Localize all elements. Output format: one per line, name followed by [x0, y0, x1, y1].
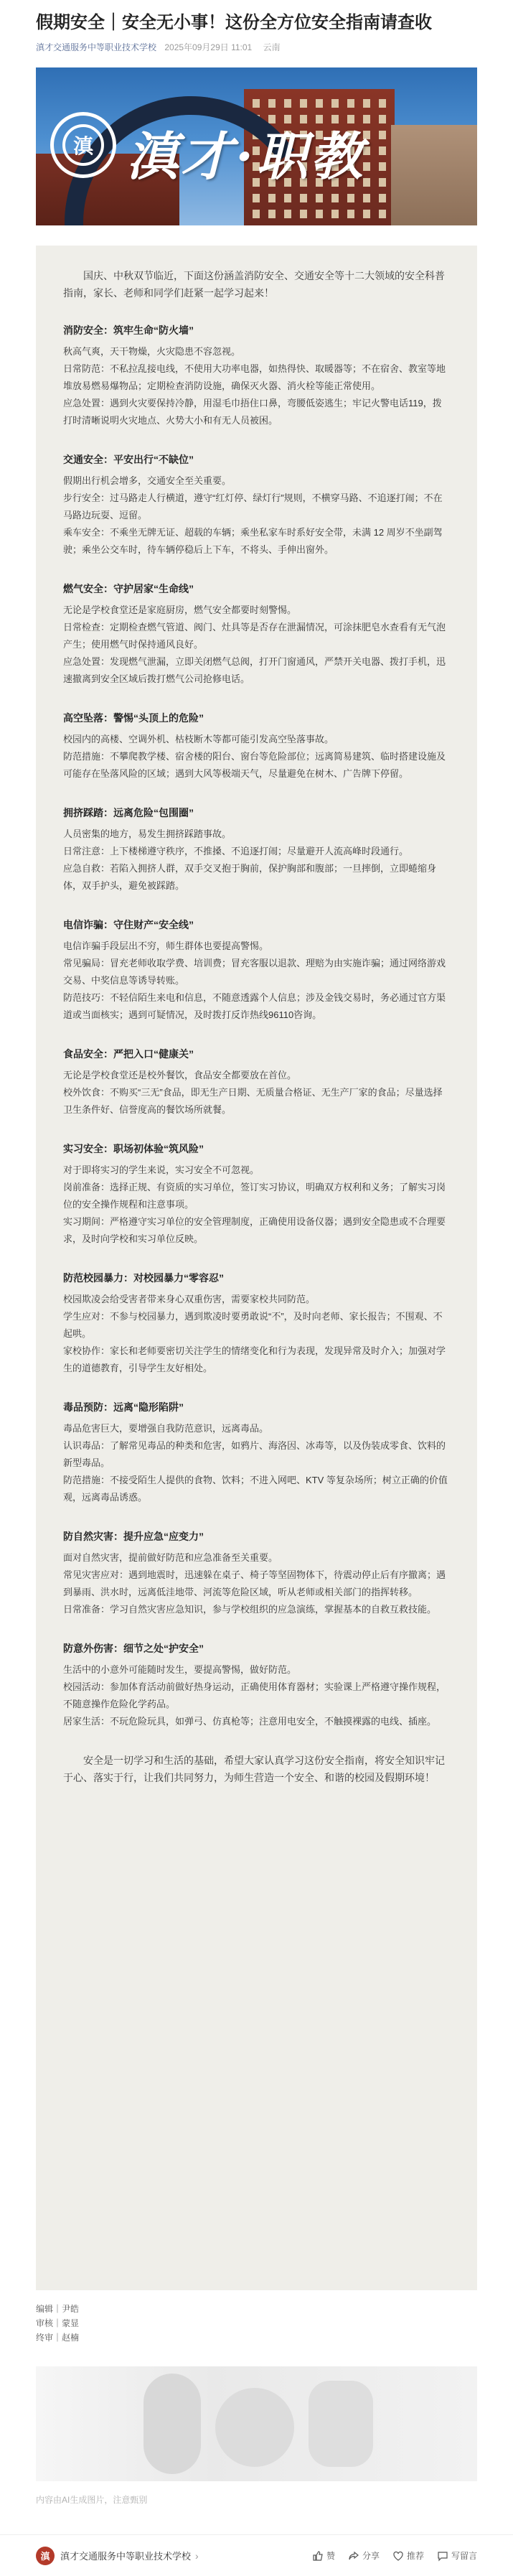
safety-section — [63, 580, 450, 688]
section-paragraph: 应急处置：遇到火灾要保持冷静，用湿毛巾捂住口鼻，弯腰低姿逃生；牢记火警电话119，拨打时清晰说明火灾地点、火势大小和有无人员被困。 — [63, 398, 442, 426]
building-window — [253, 99, 260, 108]
section-paragraph: 防范技巧：不轻信陌生来电和信息，不随意透露个人信息；涉及金钱交易时，务必通过官方渠道或当面核实；遇到可疑情况，及时拨打反诈热线96110咨询。 — [63, 992, 446, 1020]
publish-date: 2025年09月29日 11:01 — [164, 42, 253, 52]
section-paragraph: 实习期间：严格遵守实习单位的安全管理制度，正确使用设备仪器；遇到安全隐患或不合理要求，及时向学校和实习单位反映。 — [63, 1216, 446, 1244]
section-heading: 食品安全：严把入口“健康关” — [63, 1048, 194, 1060]
blur-shape — [215, 2388, 294, 2467]
section-paragraph: 步行安全：过马路走人行横道，遵守“红灯停、绿灯行”规则，不横穿马路、不追逐打闹；不在马路边玩耍、逗留。 — [63, 493, 443, 521]
building-window — [379, 115, 386, 123]
safety-section — [63, 322, 450, 429]
chevron-right-icon[interactable]: › — [195, 2549, 199, 2562]
building-window — [331, 99, 339, 108]
building-window — [331, 194, 339, 202]
section-paragraph: 日常注意：上下楼梯遵守秩序，不推搡、不追逐打闹；尽量避开人流高峰时段通行。 — [63, 846, 409, 857]
safety-section — [63, 1140, 450, 1248]
section-heading: 电信诈骗：守住财产“安全线” — [63, 919, 194, 930]
section-heading: 拥挤踩踏：远离危险“包围圈” — [63, 807, 194, 818]
banner-slogan: 滇才·职教 — [126, 126, 366, 187]
share-label: 分享 — [362, 2551, 380, 2561]
section-heading: 燃气安全：守护居家“生命线” — [63, 583, 194, 594]
section-paragraph: 防范措施：不接受陌生人提供的食物、饮料；不进入网吧、KTV 等复杂场所；树立正确的价值观，远离毒品诱惑。 — [63, 1475, 448, 1503]
building-window — [379, 131, 386, 139]
share-button[interactable] — [348, 2549, 380, 2562]
like-button[interactable] — [312, 2549, 335, 2562]
building-window — [316, 194, 323, 202]
building-window — [284, 99, 291, 108]
building-window — [347, 99, 354, 108]
section-paragraph: 对于即将实习的学生来说，实习安全不可忽视。 — [63, 1165, 260, 1175]
section-paragraph: 面对自然灾害，提前做好防范和应急准备至关重要。 — [63, 1552, 278, 1563]
credit-editor: 编辑｜尹皓 — [36, 2304, 80, 2314]
outro-paragraph: 安全是一切学习和生活的基础，希望大家认真学习这份安全指南，将安全知识牢记于心、落实于行，让我们共同努力，为师生营造一个安全、和谐的校园及假期环境！ — [63, 1755, 445, 1783]
building-window — [363, 194, 370, 202]
section-paragraph: 应急处置：发现燃气泄漏，立即关闭燃气总阀，打开门窗通风，严禁开关电器、拨打手机，迅速撤离到安全区域后拨打燃气公司抢修电话。 — [63, 656, 446, 684]
building-window — [316, 99, 323, 108]
section-heading: 毒品预防：远离“隐形陷阱” — [63, 1401, 184, 1413]
section-paragraph: 假期出行机会增多，交通安全至关重要。 — [63, 475, 232, 486]
share-icon — [348, 2550, 359, 2562]
safety-section — [63, 916, 450, 1024]
footer-account-name[interactable]: 滇才交通服务中等职业技术学校 — [60, 2551, 192, 2562]
account-link[interactable]: 滇才交通服务中等职业技术学校 — [36, 42, 157, 52]
safety-section — [63, 1045, 450, 1119]
section-paragraph: 居家生活：不玩危险玩具，如弹弓、仿真枪等；注意用电安全，不触摸裸露的电线、插座。 — [63, 1716, 437, 1727]
section-paragraph: 日常准备：学习自然灾害应急知识，参与学校组织的应急演练，掌握基本的自救互救技能。 — [63, 1604, 437, 1615]
building-window — [379, 162, 386, 171]
section-paragraph: 日常防范：不私拉乱接电线，不使用大功率电器，如热得快、取暖器等；不在宿舍、教室等地堆放易燃易爆物品；定期检查消防设施，确保灭火器、消火栓等能正常使用。 — [63, 363, 446, 391]
school-logo — [50, 112, 116, 178]
blur-shape — [309, 2381, 373, 2467]
safety-section — [63, 1399, 450, 1506]
section-heading: 防范校园暴力：对校园暴力“零容忍” — [63, 1272, 224, 1284]
comment-button[interactable] — [437, 2549, 477, 2562]
section-paragraph: 秋高气爽，天干物燥，火灾隐患不容忽视。 — [63, 346, 241, 357]
safety-section — [63, 804, 450, 895]
section-paragraph: 校园活动：参加体育活动前做好热身运动，正确使用体育器材；实验课上严格遵守操作规程，不随意操作危险化学药品。 — [63, 1681, 446, 1709]
section-paragraph: 生活中的小意外可能随时发生，要提高警惕，做好防范。 — [63, 1664, 297, 1675]
section-paragraph: 无论是学校食堂还是家庭厨房，燃气安全都要时刻警惕。 — [63, 605, 297, 615]
thumb-up-icon — [312, 2550, 324, 2562]
safety-section — [63, 1528, 450, 1618]
section-paragraph: 校园欺凌会给受害者带来身心双重伤害，需要家校共同防范。 — [63, 1294, 316, 1305]
section-paragraph: 家校协作：家长和老师要密切关注学生的情绪变化和行为表现，发现异常及时介入；加强对学生的道德教育，引导学生友好相处。 — [63, 1345, 446, 1373]
section-paragraph: 无论是学校食堂还是校外餐饮，食品安全都要放在首位。 — [63, 1070, 297, 1081]
section-paragraph: 电信诈骗手段层出不穷，师生群体也要提高警惕。 — [63, 941, 269, 951]
credit-final-reviewer: 终审｜赵楠 — [36, 2333, 80, 2343]
building-window — [331, 210, 339, 218]
section-heading: 实习安全：职场初体验“筑风险” — [63, 1143, 204, 1154]
section-paragraph: 人员密集的地方，易发生拥挤踩踏事故。 — [63, 829, 232, 839]
building-window — [379, 194, 386, 202]
section-paragraph: 日常检查：定期检查燃气管道、阀门、灶具等是否存在泄漏情况，可涂抹肥皂水查看有无气泡产生；使用燃气时保持通风良好。 — [63, 622, 446, 650]
section-paragraph: 应急自救：若陷入拥挤人群，双手交叉抱于胸前，保护胸部和腹部；一旦摔倒，立即蜷缩身体，双手护头，避免被踩踏。 — [63, 863, 437, 891]
section-heading: 高空坠落：警惕“头顶上的危险” — [63, 712, 204, 724]
safety-section — [63, 1640, 450, 1730]
building-window — [347, 210, 354, 218]
like-label: 赞 — [326, 2551, 335, 2561]
safety-section — [63, 1269, 450, 1377]
section-paragraph: 毒品危害巨大，要增强自我防范意识，远离毒品。 — [63, 1423, 269, 1434]
building-window — [379, 146, 386, 155]
building-window — [300, 99, 307, 108]
school-logo-char: 滇 — [62, 124, 104, 166]
section-paragraph: 校园内的高楼、空调外机、枯枝断木等都可能引发高空坠落事故。 — [63, 734, 334, 745]
intro-paragraph: 国庆、中秋双节临近，下面这份涵盖消防安全、交通安全等十二大领域的安全科普指南，家长、老师和同学们赶紧一起学习起来！ — [63, 270, 445, 299]
section-heading: 防意外伤害：细节之处“护安全” — [63, 1643, 204, 1654]
heart-icon — [392, 2550, 404, 2562]
building-window — [379, 210, 386, 218]
section-paragraph: 学生应对：不参与校园暴力，遇到欺凌时要勇敢说“不”，及时向老师、家长报告；不围观、不起哄。 — [63, 1311, 443, 1339]
comment-label: 写留言 — [451, 2551, 477, 2561]
credit-reviewer: 审核｜蒙显 — [36, 2318, 80, 2328]
banner-image — [36, 67, 477, 225]
building-window — [347, 194, 354, 202]
publish-location: 云南 — [263, 42, 281, 52]
article-meta — [36, 40, 477, 55]
comment-icon — [437, 2550, 448, 2562]
section-paragraph: 乘车安全：不乘坐无牌无证、超载的车辆；乘坐私家车时系好安全带，未满 12 周岁不坐副驾驶；乘坐公交车时，待车辆停稳后上下车，不将头、手伸出窗外。 — [63, 527, 443, 555]
bottom-bar — [0, 2534, 513, 2576]
section-paragraph: 认识毒品：了解常见毒品的种类和危害，如鸦片、海洛因、冰毒等，以及伪装成零食、饮料的新型毒品。 — [63, 1440, 446, 1468]
building-right — [391, 125, 477, 225]
section-paragraph: 常见灾害应对：遇到地震时，迅速躲在桌子、椅子等坚固物体下，待震动停止后有序撤离；遇到暴雨、洪水时，远离低洼地带、河流等危险区域，听从老师或相关部门的指挥转移。 — [63, 1569, 446, 1597]
building-window — [379, 99, 386, 108]
article-body — [36, 246, 477, 2290]
section-paragraph: 岗前准备：选择正规、有资质的实习单位，签订实习协议，明确双方权利和义务；了解实习岗位的安全操作规程和注意事项。 — [63, 1182, 446, 1210]
safety-section — [63, 451, 450, 559]
blurred-image — [36, 2366, 477, 2481]
safety-section — [63, 709, 450, 783]
section-heading: 消防安全：筑牢生命“防火墙” — [63, 325, 194, 336]
account-avatar[interactable]: 滇 — [36, 2547, 55, 2565]
building-window — [268, 99, 276, 108]
building-window — [379, 178, 386, 187]
article-title: 假期安全｜安全无小事！这份全方位安全指南请查收 — [36, 13, 432, 32]
recommend-button[interactable] — [392, 2549, 424, 2562]
section-paragraph: 校外饮食：不购买“三无”食品，即无生产日期、无质量合格证、无生产厂家的食品；尽量选择卫生条件好、信誉度高的餐饮场所就餐。 — [63, 1087, 443, 1115]
section-heading: 防自然灾害：提升应急“应变力” — [63, 1531, 204, 1542]
building-window — [363, 99, 370, 108]
building-window — [363, 210, 370, 218]
blur-shape — [143, 2374, 201, 2474]
section-paragraph: 常见骗局：冒充老师收取学费、培训费；冒充客服以退款、理赔为由实施诈骗；通过网络游戏交易、中奖信息等诱导转账。 — [63, 958, 446, 986]
recommend-label: 推荐 — [406, 2551, 424, 2561]
ai-generated-note: 内容由AI生成图片，注意甄别 — [36, 2495, 148, 2505]
section-heading: 交通安全：平安出行“不缺位” — [63, 454, 194, 465]
credits — [36, 2302, 477, 2345]
action-buttons — [312, 2549, 477, 2562]
sections-list — [63, 322, 450, 1730]
section-paragraph: 防范措施：不攀爬教学楼、宿舍楼的阳台、窗台等危险部位；远离简易建筑、临时搭建设施及可能存在坠落风险的区域；遇到大风等极端天气，尽量避免在树木、广告牌下停留。 — [63, 751, 446, 779]
